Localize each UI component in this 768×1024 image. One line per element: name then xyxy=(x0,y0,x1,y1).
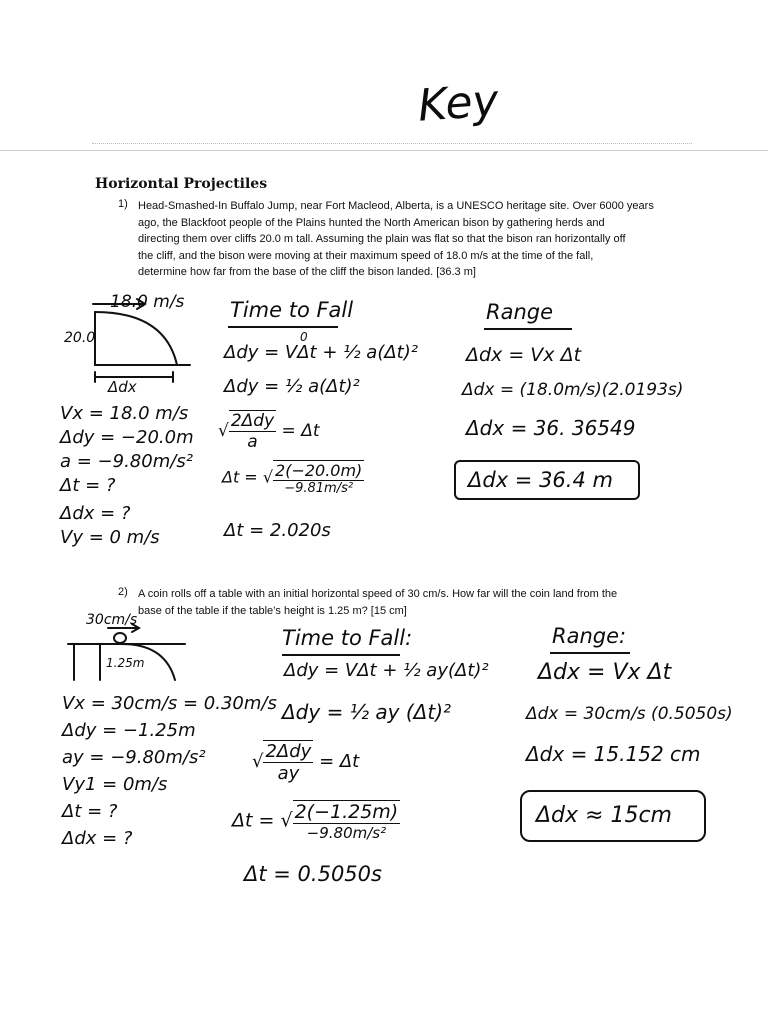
sqrt-fraction xyxy=(273,460,364,496)
q2-given-item: ay = −9.80m/s² xyxy=(62,747,206,768)
q1-line: ago, the Blackfoot people of the Plains hunted the North American bison by gathering herds and xyxy=(138,216,605,229)
q1-range-step-2: Δdx = (18.0m/s)(2.0193s) xyxy=(462,380,684,400)
fraction-numerator: 2Δdy xyxy=(265,741,312,762)
equation-lhs: Δt = xyxy=(222,467,258,487)
q1-speed-label: 18.0 m/s xyxy=(110,292,185,312)
q1-given-item: Vy = 0 m/s xyxy=(60,527,160,548)
q1-text xyxy=(138,198,698,281)
sqrt-sign: √ xyxy=(262,467,274,487)
q1-given-item: a = −9.80m/s² xyxy=(60,451,193,472)
sqrt-sign: √ xyxy=(252,751,264,772)
q2-given-item: Δdx = ? xyxy=(62,828,133,849)
sqrt-fraction xyxy=(263,740,313,784)
header-rule xyxy=(0,150,768,151)
q1-givens xyxy=(60,402,194,550)
q1-answer-box: Δdx = 36.4 m xyxy=(454,460,640,500)
equation-lhs: Δt = xyxy=(232,809,275,832)
q2-text xyxy=(138,586,698,619)
q2-given-item: Δdy = −1.25m xyxy=(62,720,196,741)
q2-given-item: Vx = 30cm/s = 0.30m/s xyxy=(62,693,277,714)
q2-time-heading-underline xyxy=(282,654,400,656)
q1-time-step-1: Δdy = VΔt + ½ a(Δt)² xyxy=(224,342,418,363)
q1-time-step-2: Δdy = ½ a(Δt)² xyxy=(224,376,360,397)
q1-line: determine how far from the base of the cliff the bison landed. [36.3 m] xyxy=(138,266,476,279)
fraction-numerator: 2(−1.25m) xyxy=(294,801,399,823)
q1-time-step-5: Δt = 2.020s xyxy=(224,520,331,541)
q1-given-item: Vx = 18.0 m/s xyxy=(60,403,189,424)
sqrt-sign: √ xyxy=(218,421,229,441)
q2-range-step-1: Δdx = Vx Δt xyxy=(538,660,672,685)
q2-range-step-3: Δdx = 15.152 cm xyxy=(526,742,701,766)
q2-time-step-3 xyxy=(252,740,359,784)
q1-line: directing them over cliffs 20.0 m tall. Assuming the plain was flat so that the bison ran horizontally off xyxy=(138,233,626,246)
q2-time-heading: Time to Fall: xyxy=(282,626,413,650)
sqrt-fraction xyxy=(229,410,276,452)
q2-time-step-2: Δdy = ½ ay (Δt)² xyxy=(282,700,452,724)
fraction-numerator: 2(−20.0m) xyxy=(275,461,363,480)
q1-time-heading: Time to Fall xyxy=(230,298,354,322)
equation-rhs: = Δt xyxy=(319,751,360,772)
fraction-denominator: a xyxy=(247,432,258,452)
q1-time-step-3 xyxy=(218,410,320,452)
name-line xyxy=(92,143,692,144)
q1-range-step-3: Δdx = 36. 36549 xyxy=(466,416,636,440)
q1-given-item: Δdy = −20.0m xyxy=(60,427,194,448)
q2-speed-label: 30cm/s xyxy=(86,612,138,628)
q1-time-step-4 xyxy=(222,460,364,496)
fraction-numerator: 2Δdy xyxy=(230,411,275,431)
q1-number: 1) xyxy=(118,198,128,210)
q2-answer-box: Δdx ≈ 15cm xyxy=(520,790,706,842)
q2-given-item: Δt = ? xyxy=(62,801,118,822)
q1-time-zero: 0 xyxy=(300,330,308,344)
fraction-denominator: −9.81m/s² xyxy=(284,481,354,496)
q2-range-heading-underline xyxy=(550,652,630,654)
q1-given-item: Δt = ? xyxy=(60,475,116,496)
q2-given-item: Vy1 = 0m/s xyxy=(62,774,168,795)
q2-number: 2) xyxy=(118,586,128,598)
equation-rhs: = Δt xyxy=(281,421,320,441)
sqrt-sign: √ xyxy=(280,809,293,832)
q1-line: the cliff, and the bison were moving at their maximum speed of 18.0 m/s at the time of the fall, xyxy=(138,249,594,262)
q1-time-heading-underline xyxy=(228,326,338,328)
q1-range-heading-underline xyxy=(484,328,572,330)
q2-time-step-1: Δdy = VΔt + ½ ay(Δt)² xyxy=(284,660,489,681)
q2-time-step-5: Δt = 0.5050s xyxy=(244,862,382,886)
q1-height-label: 20.0 xyxy=(64,330,96,346)
q2-line: base of the table if the table’s height is 1.25 m? [15 cm] xyxy=(138,604,407,617)
q1-range-step-1: Δdx = Vx Δt xyxy=(466,344,582,366)
sqrt-fraction xyxy=(293,800,401,842)
q1-given-item: Δdx = ? xyxy=(60,503,131,524)
q1-range-label: Δdx xyxy=(108,378,137,396)
key-label: Key xyxy=(416,75,501,132)
section-heading: Horizontal Projectiles xyxy=(95,176,268,192)
q2-time-step-4 xyxy=(232,800,400,842)
q1-range-heading: Range xyxy=(486,300,554,324)
q2-height-label: 1.25m xyxy=(106,656,145,670)
fraction-denominator: ay xyxy=(277,763,300,784)
q2-range-step-2: Δdx = 30cm/s (0.5050s) xyxy=(526,704,733,724)
q1-line: Head-Smashed-In Buffalo Jump, near Fort Macleod, Alberta, is a UNESCO heritage site. Over 6000 years xyxy=(138,200,654,212)
q2-line: A coin rolls off a table with an initial horizontal speed of 30 cm/s. How far will the coin land from the xyxy=(138,588,618,600)
q2-range-heading: Range: xyxy=(552,624,627,648)
fraction-denominator: −9.80m/s² xyxy=(306,824,387,842)
